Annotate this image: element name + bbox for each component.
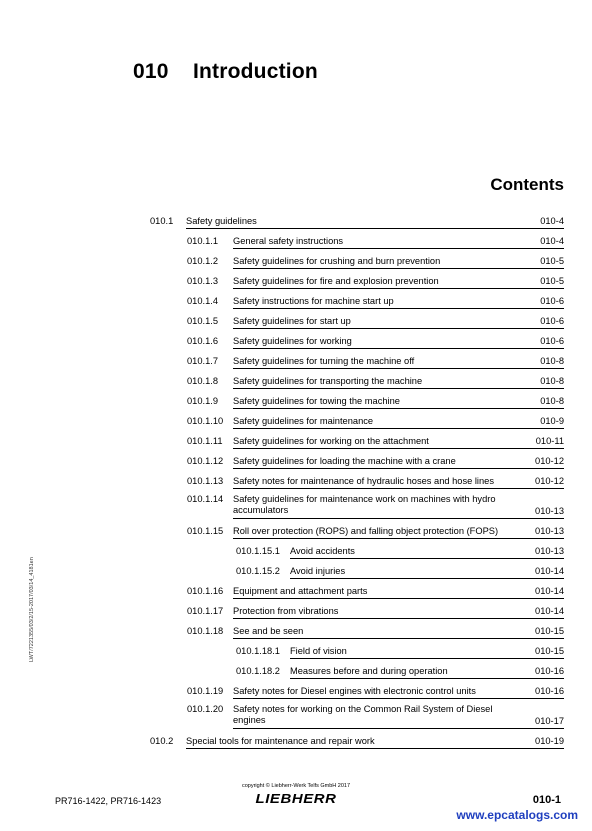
toc-entry[interactable]	[233, 456, 564, 469]
toc-number: 010.1.15.2	[236, 566, 280, 576]
toc-row[interactable]	[187, 416, 564, 428]
toc-number: 010.1.1	[187, 236, 219, 246]
toc-text: Safety notes for Diesel engines with electronic control units	[233, 686, 476, 696]
toc-page: 010-14	[535, 606, 564, 616]
toc-entry[interactable]	[233, 526, 564, 539]
toc-page: 010-16	[535, 686, 564, 696]
toc-text: Roll over protection (ROPS) and falling object protection (FOPS)	[233, 526, 499, 536]
toc-text: Safety guidelines for maintenance work on machines with hydro accumulators	[233, 494, 496, 515]
toc-number: 010.1.3	[187, 276, 219, 286]
toc-page: 010-5	[540, 256, 564, 266]
toc-entry[interactable]	[233, 436, 564, 449]
toc-text: Measures before and during operation	[290, 666, 448, 676]
toc-number: 010.1.10	[187, 416, 224, 426]
toc-number: 010.1.12	[187, 456, 224, 466]
toc-text: Safety guidelines for fire and explosion prevention	[233, 276, 439, 286]
toc-row[interactable]	[187, 526, 564, 538]
toc-number: 010.1.18	[187, 626, 224, 636]
toc-number: 010.1.15	[187, 526, 224, 536]
toc-row[interactable]	[187, 296, 564, 308]
toc-row[interactable]	[236, 666, 564, 678]
toc-row[interactable]	[187, 586, 564, 598]
toc-page: 010-16	[535, 666, 564, 676]
toc-text: Equipment and attachment parts	[233, 586, 368, 596]
chapter-name: Introduction	[193, 60, 318, 83]
toc-entry[interactable]	[233, 276, 564, 289]
toc-entry[interactable]	[290, 666, 564, 679]
toc-row[interactable]	[236, 646, 564, 658]
toc-page: 010-8	[540, 376, 564, 386]
toc-page: 010-6	[540, 316, 564, 326]
toc-text: Safety guidelines for working	[233, 336, 352, 346]
toc-row[interactable]	[150, 736, 564, 748]
toc-text: Safety guidelines for loading the machine with a crane	[233, 456, 456, 466]
toc-page: 010-15	[535, 626, 564, 636]
toc-number: 010.1.14	[187, 494, 224, 504]
toc-number: 010.1.2	[187, 256, 219, 266]
toc-entry[interactable]	[290, 566, 564, 579]
contents-heading: Contents	[490, 175, 564, 194]
toc-entry[interactable]	[233, 626, 564, 639]
toc-text: Safety instructions for machine start up	[233, 296, 394, 306]
toc-number: 010.1.7	[187, 356, 219, 366]
toc-page: 010-12	[535, 456, 564, 466]
toc-number: 010.1.5	[187, 316, 219, 326]
toc-entry[interactable]	[233, 586, 564, 599]
toc-number: 010.1.11	[187, 436, 223, 446]
copyright-notice: copyright © Liebherr-Werk Telfs GmbH 2017	[241, 783, 351, 789]
toc-page: 010-4	[540, 236, 564, 246]
toc-text: Field of vision	[290, 646, 347, 656]
toc-page: 010-6	[540, 336, 564, 346]
toc-number: 010.1.18.1	[236, 646, 280, 656]
toc-number: 010.1.20	[187, 704, 224, 714]
toc-row[interactable]	[187, 396, 564, 408]
watermark-link[interactable]: www.epcatalogs.com	[456, 808, 578, 822]
toc-row[interactable]	[187, 606, 564, 618]
toc-number: 010.2	[150, 736, 174, 746]
toc-entry[interactable]	[233, 494, 564, 519]
toc-text: Safety guidelines for crushing and burn prevention	[233, 256, 441, 266]
toc-page: 010-11	[535, 436, 564, 446]
toc-number: 010.1.4	[187, 296, 219, 306]
toc-row[interactable]	[187, 316, 564, 328]
toc-row[interactable]	[187, 336, 564, 348]
toc-row[interactable]	[187, 256, 564, 268]
toc-text: Special tools for maintenance and repair work	[186, 736, 375, 746]
toc-page: 010-17	[535, 716, 564, 726]
toc-number: 010.1.18.2	[236, 666, 280, 676]
toc-page: 010-13	[535, 506, 564, 516]
toc-row[interactable]	[236, 566, 564, 578]
toc-entry[interactable]	[233, 704, 564, 729]
chapter-number: 010	[133, 60, 169, 83]
toc-page: 010-13	[535, 546, 564, 556]
toc-text: Safety guidelines for working on the attachment	[233, 436, 429, 446]
toc-entry[interactable]	[233, 686, 564, 699]
toc-text: See and be seen	[233, 626, 304, 636]
toc-page: 010-12	[535, 476, 564, 486]
model-numbers: PR716-1422, PR716-1423	[55, 796, 162, 806]
toc-page: 010-14	[535, 586, 564, 596]
toc-number: 010.1.19	[187, 686, 224, 696]
toc-page: 010-5	[540, 276, 564, 286]
toc-page: 010-13	[535, 526, 564, 536]
toc-row[interactable]	[187, 356, 564, 368]
toc-entry[interactable]	[233, 396, 564, 409]
page-number: 010-1	[532, 794, 561, 806]
toc-entry[interactable]	[233, 376, 564, 389]
toc-entry[interactable]	[290, 546, 564, 559]
toc-entry[interactable]	[233, 296, 564, 309]
toc-row[interactable]	[187, 476, 564, 488]
toc-entry[interactable]	[233, 336, 564, 349]
toc-number: 010.1.6	[187, 336, 219, 346]
toc-number: 010.1.15.1	[236, 546, 280, 556]
toc-row[interactable]	[187, 686, 564, 698]
toc-row[interactable]	[187, 236, 564, 248]
toc-entry[interactable]	[186, 216, 564, 229]
toc-entry[interactable]	[233, 236, 564, 249]
toc-number: 010.1.8	[187, 376, 219, 386]
toc-row[interactable]	[187, 494, 564, 518]
toc-page: 010-19	[535, 736, 564, 746]
toc-page: 010-8	[540, 356, 564, 366]
toc-row[interactable]	[187, 276, 564, 288]
brand-logo: LIEBHERR	[255, 791, 337, 806]
toc-row[interactable]	[187, 436, 564, 448]
document-code: LWT/7221355/03/2/15-2017/03/14_4181en	[29, 557, 35, 662]
toc-entry[interactable]	[233, 606, 564, 619]
toc-entry[interactable]	[186, 736, 564, 749]
toc-row[interactable]	[187, 704, 564, 728]
toc-text: Avoid injuries	[290, 566, 346, 576]
toc-number: 010.1	[150, 216, 174, 226]
toc-text: Avoid accidents	[290, 546, 355, 556]
toc-number: 010.1.13	[187, 476, 224, 486]
toc-page: 010-6	[540, 296, 564, 306]
toc-page: 010-9	[540, 416, 564, 426]
toc-text: Safety guidelines for towing the machine	[233, 396, 400, 406]
toc-row[interactable]	[150, 216, 564, 228]
toc-text: Safety guidelines	[186, 216, 257, 226]
toc-entry[interactable]	[233, 476, 564, 489]
toc-entry[interactable]	[233, 416, 564, 429]
toc-entry[interactable]	[233, 316, 564, 329]
toc-text: Protection from vibrations	[233, 606, 339, 616]
toc-page: 010-14	[535, 566, 564, 576]
toc-text: Safety notes for maintenance of hydraulic hoses and hose lines	[233, 476, 494, 486]
toc-page: 010-4	[540, 216, 564, 226]
toc-number: 010.1.16	[187, 586, 224, 596]
toc-text: Safety guidelines for start up	[233, 316, 351, 326]
toc-entry[interactable]	[233, 256, 564, 269]
toc-row[interactable]	[187, 456, 564, 468]
toc-row[interactable]	[187, 626, 564, 638]
toc-page: 010-8	[540, 396, 564, 406]
toc-text: Safety guidelines for transporting the machine	[233, 376, 423, 386]
toc-text: Safety guidelines for turning the machine off	[233, 356, 415, 366]
toc-row[interactable]	[236, 546, 564, 558]
toc-entry[interactable]	[290, 646, 564, 659]
toc-number: 010.1.9	[187, 396, 219, 406]
toc-number: 010.1.17	[187, 606, 224, 616]
toc-text: Safety guidelines for maintenance	[233, 416, 374, 426]
toc-text: General safety instructions	[233, 236, 344, 246]
toc-page: 010-15	[535, 646, 564, 656]
toc-row[interactable]	[187, 376, 564, 388]
toc-entry[interactable]	[233, 356, 564, 369]
toc-text: Safety notes for working on the Common Rail System of Diesel engines	[233, 704, 493, 725]
